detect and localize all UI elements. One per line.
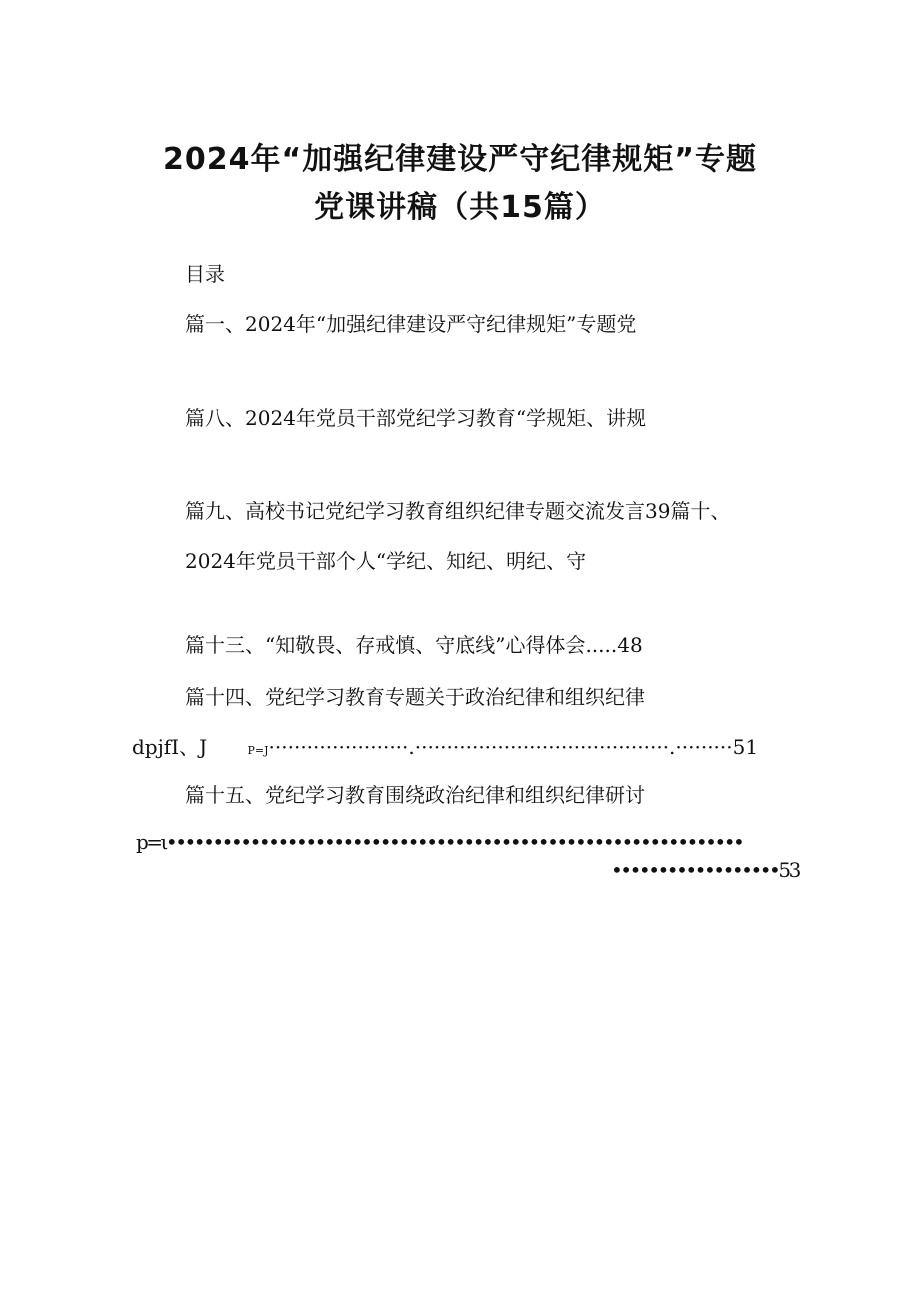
toc-entry-14: 篇十四、党纪学习教育专题关于政治纪律和组织纪律: [185, 685, 645, 709]
garbled-small-text: P=J: [247, 744, 269, 757]
toc-entry-1: 篇一、2024年“加强纪律建设严守纪律规矩”专题党: [185, 312, 637, 336]
toc-entry-15-continuation: p=ι••••••••••••••••••••••••••••••••••••••••••••••••••••••••••••••: [136, 830, 743, 854]
leader-dots-page-53: ••••••••••••••••••53: [611, 858, 799, 882]
toc-entry-13: 篇十三、“知敬畏、存戒慎、守底线”心得体会.....48: [185, 633, 643, 657]
toc-heading: 目录: [185, 262, 225, 286]
toc-entry-8: 篇八、2024年党员干部党纪学习教育“学规矩、讲规: [185, 406, 647, 430]
leader-dots-page-51: ······················.········································.·········51: [268, 735, 759, 759]
toc-entry-15: 篇十五、党纪学习教育围绕政治纪律和组织纪律研讨: [185, 783, 645, 807]
toc-entry-10: 2024年党员干部个人“学纪、知纪、明纪、守: [185, 549, 587, 573]
toc-entry-9: 篇九、高校书记党纪学习教育组织纪律专题交流发言39篇十、: [185, 499, 731, 523]
garbled-text: dpjfI、J: [132, 735, 208, 759]
document-title-line-2: 党课讲稿（共15篇）: [314, 190, 606, 225]
toc-entry-14-continuation: [132, 731, 758, 760]
document-title-line-1: 2024年“加强纪律建设严守纪律规矩”专题: [163, 142, 757, 177]
